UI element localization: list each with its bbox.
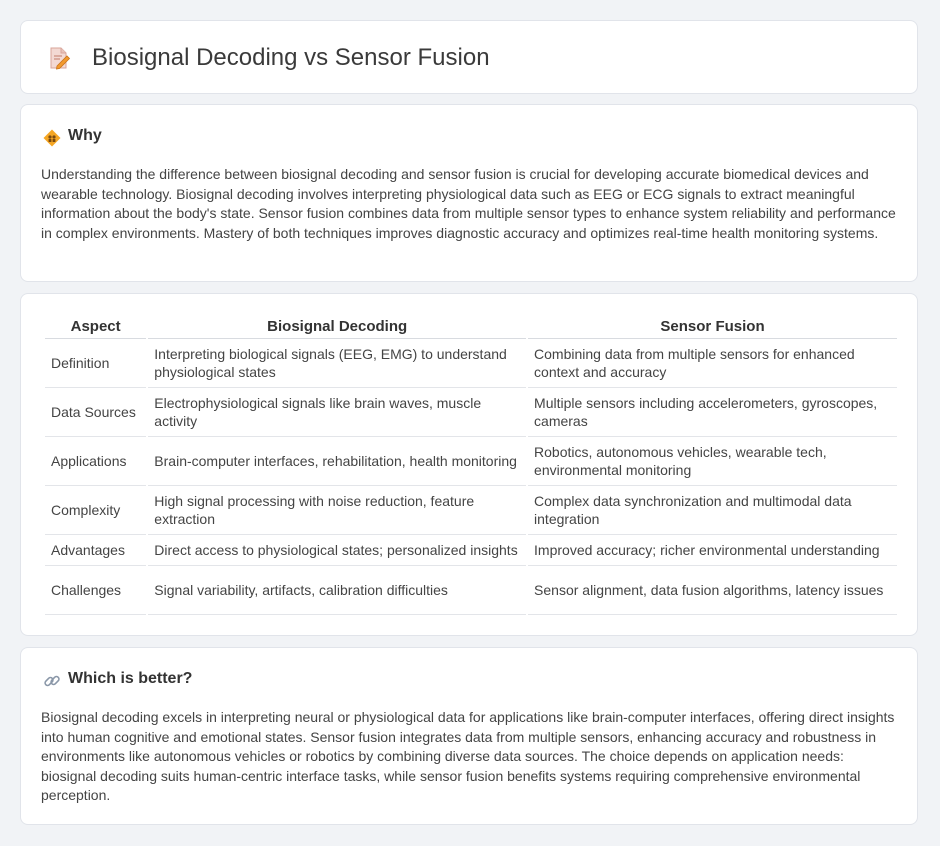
table-row xyxy=(45,388,897,437)
table-row xyxy=(45,535,897,566)
table-row xyxy=(45,566,897,615)
row-sensor-fusion-value: Combining data from multiple sensors for enhanced context and accuracy xyxy=(528,339,897,388)
row-aspect: Challenges xyxy=(45,566,146,615)
document-pencil-icon xyxy=(47,46,71,70)
row-biosignal-value: Direct access to physiological states; personalized insights xyxy=(148,535,526,566)
title-card xyxy=(20,20,918,94)
comparison-section xyxy=(20,293,918,636)
header-aspect: Aspect xyxy=(45,314,146,339)
table-header-row xyxy=(45,314,897,339)
page-title: Biosignal Decoding vs Sensor Fusion xyxy=(92,44,490,71)
row-aspect: Definition xyxy=(45,339,146,388)
row-biosignal-value: Interpreting biological signals (EEG, EMG) to understand physiological states xyxy=(148,339,526,388)
row-biosignal-value: Brain-computer interfaces, rehabilitation, health monitoring xyxy=(148,437,526,486)
why-heading: Why xyxy=(68,127,102,144)
row-biosignal-value: Electrophysiological signals like brain waves, muscle activity xyxy=(148,388,526,437)
diamond-people-icon xyxy=(43,129,61,147)
header-biosignal-decoding: Biosignal Decoding xyxy=(148,314,526,339)
row-biosignal-value: Signal variability, artifacts, calibration difficulties xyxy=(148,566,526,615)
row-biosignal-value: High signal processing with noise reduction, feature extraction xyxy=(148,486,526,535)
better-text: Biosignal decoding excels in interpreting neural or physiological data for applications like brain-computer interfaces, offering direct insights into human cognitive and emotional states. Sensor fusion integrates data from multiple sensors, enhancing accuracy and robustness in environments like autonomous vehicles or robotics by combining diverse data sources. The choice depends on application needs: biosignal decoding suits human-centric interface tasks, while sensor fusion benefits systems requiring comprehensive environmental perception. xyxy=(41,709,895,803)
row-sensor-fusion-value: Improved accuracy; richer environmental understanding xyxy=(528,535,897,566)
comparison-table xyxy=(43,314,899,615)
row-aspect: Applications xyxy=(45,437,146,486)
table-row xyxy=(45,437,897,486)
why-text: Understanding the difference between biosignal decoding and sensor fusion is crucial for developing accurate biomedical devices and wearable technology. Biosignal decoding involves interpreting physiological data such as EEG or ECG signals to extract meaningful information about the body's state. Sensor fusion combines data from multiple sensor types to enhance system reliability and performance in complex environments. Mastery of both techniques improves diagnostic accuracy and optimizes real-time health monitoring systems. xyxy=(41,166,896,241)
row-sensor-fusion-value: Complex data synchronization and multimodal data integration xyxy=(528,486,897,535)
why-section xyxy=(20,104,918,282)
row-sensor-fusion-value: Robotics, autonomous vehicles, wearable tech, environmental monitoring xyxy=(528,437,897,486)
header-sensor-fusion: Sensor Fusion xyxy=(528,314,897,339)
row-sensor-fusion-value: Sensor alignment, data fusion algorithms, latency issues xyxy=(528,566,897,615)
table-row xyxy=(45,339,897,388)
row-aspect: Advantages xyxy=(45,535,146,566)
row-aspect: Data Sources xyxy=(45,388,146,437)
row-sensor-fusion-value: Multiple sensors including accelerometers, gyroscopes, cameras xyxy=(528,388,897,437)
row-aspect: Complexity xyxy=(45,486,146,535)
which-is-better-section xyxy=(20,647,918,825)
better-heading: Which is better? xyxy=(68,670,193,687)
table-row xyxy=(45,486,897,535)
link-icon xyxy=(43,672,61,690)
